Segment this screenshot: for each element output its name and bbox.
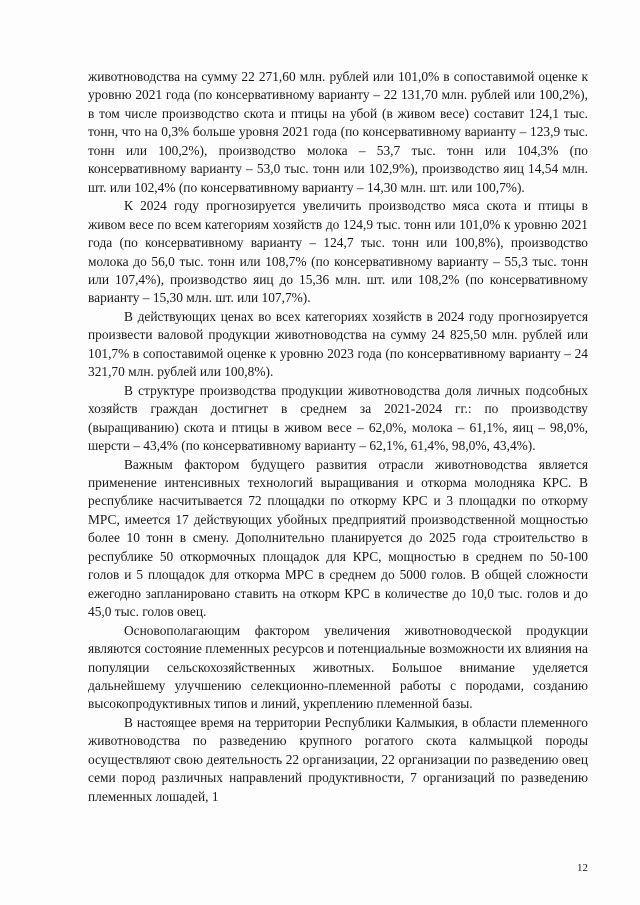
paragraph-current-prices: В действующих ценах во всех категориях хозяйств в 2024 году прогнозируется произвести валовой продукции животноводства на сумму 24 825,50 млн. рублей или 101,7% в сопоставимой оценке к уровню 2023 года (по консервативному варианту – 24 321,70 млн. рублей или 100,8%). bbox=[88, 308, 588, 380]
paragraph-breeding-resources: Основополагающим фактором увеличения животноводческой продукции являются состояние племенных ресурсов и потенциальные возможности их влияния на популяции сельскохозяйственных животных. Большое внимание уделяется дальнейшему улучшению селекционно-племенной работы с породами, созданию высокопродуктивных типов и линий, укреплению племенной базы. bbox=[88, 622, 588, 712]
paragraph-breeding-organizations: В настоящее время на территории Республики Калмыкия, в области племенного животноводства по разведению крупного рогатого скота калмыцкой породы осуществляют свою деятельность 22 организации, 22 организации по разведению овец семи пород различных направлений продуктивности, 7 организаций по разведению племенных лошадей, 1 bbox=[88, 714, 588, 804]
paragraph-forecast-2024: К 2024 году прогнозируется увеличить производство мяса скота и птицы в живом весе по всем категориям хозяйств до 124,9 тыс. тонн или 101,0% к уровню 2021 года (по консервативному варианту – 124,7 тыс. тонн или 100,8%), производство молока до 56,0 тыс. тонн или 108,7% (по консервативному варианту – 55,3 тыс. тонн или 107,4%), производство яиц до 15,36 млн. шт. или 108,2% (по консервативному варианту – 15,30 млн. шт. или 107,7%). bbox=[88, 198, 588, 306]
paragraph-production-structure: В структуре производства продукции животноводства доля личных подсобных хозяйств граждан достигнет в среднем за 2021-2024 гг.: по производству (выращиванию) скота и птицы в живом весе – 62,0%, молока – 61,1%, яиц – 98,0%, шерсти – 43,4% (по консервативному варианту – 62,1%, 61,4%, 98,0%, 43,4%). bbox=[88, 382, 588, 454]
paragraph-continuation: животноводства на сумму 22 271,60 млн. рублей или 101,0% в сопоставимой оценке к уровню 2021 года (по консервативному варианту – 22 131,70 млн. рублей или 100,2%), в том числе производство скота и птицы на убой (в живом весе) составит 124,1 тыс. тонн, что на 0,3% больше уровня 2021 года (по консервативному варианту – 123,9 тыс. тонн или 100,2%), производство молока – 53,7 тыс. тонн или 104,3% (по консервативному варианту – 53,0 тыс. тонн или 102,9%), производство яиц 14,54 млн. шт. или 102,4% (по консервативному варианту – 14,30 млн. шт. или 100,7%). bbox=[88, 69, 588, 195]
page-number: 12 bbox=[577, 862, 588, 874]
document-body bbox=[88, 68, 588, 806]
paragraph-intensive-technologies: Важным фактором будущего развития отрасли животноводства является применение интенсивных технологий выращивания и откорма молодняка КРС. В республике насчитывается 72 площадки по откорму КРС и 3 площадки по откорму МРС, имеется 17 действующих убойных предприятий производственной мощностью более 10 тонн в смену. Дополнительно планируется до 2025 года строительство в республике 50 откормочных площадок для КРС, мощностью в среднем по 50-100 голов и 5 площадок для откорма МРС в среднем до 5000 голов. В общей сложности ежегодно запланировано ставить на откорм КРС в количестве до 10,0 тыс. голов и до 45,0 тыс. голов овец. bbox=[88, 456, 588, 620]
